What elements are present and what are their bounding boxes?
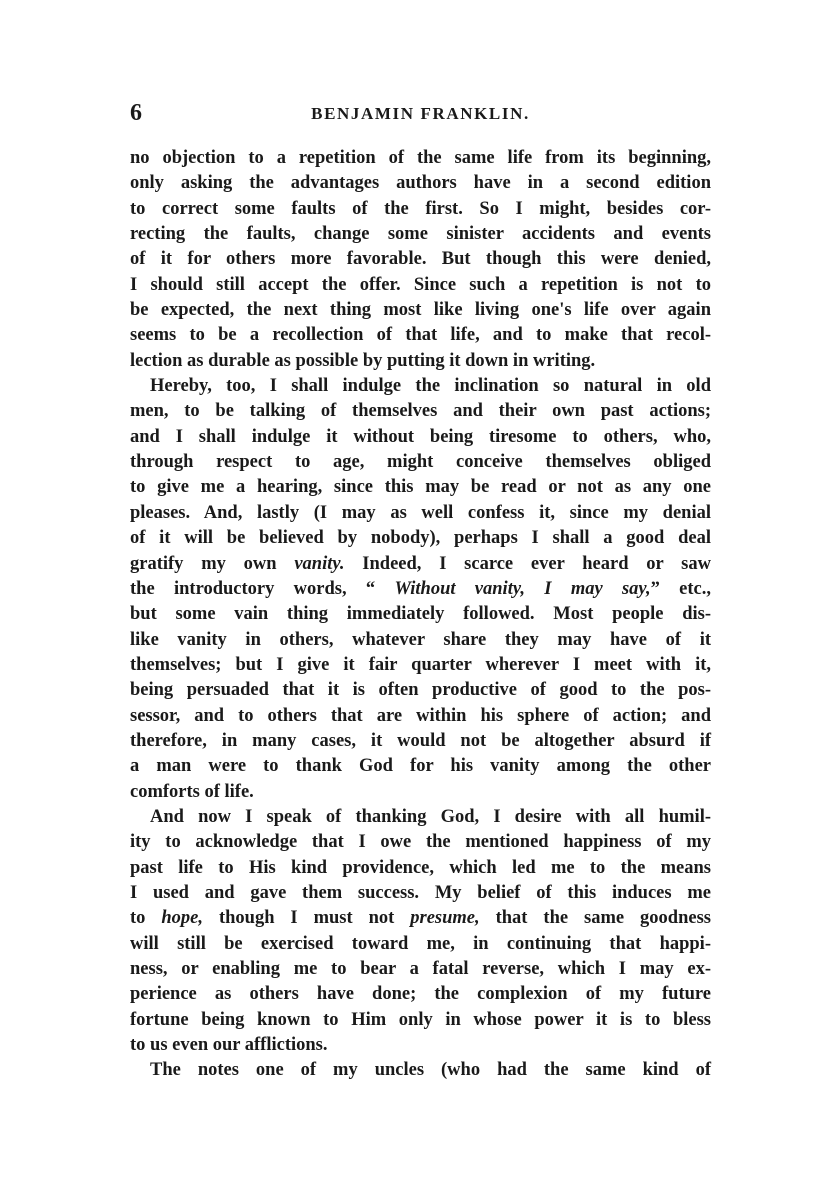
text-line [130, 602, 711, 627]
text-segment: ness, or enabling me to bear a fatal reverse, which I may ex- [130, 959, 711, 979]
text-line [130, 780, 711, 805]
text-line [130, 298, 711, 323]
text-line [130, 475, 711, 500]
text-line [130, 1033, 711, 1058]
text-segment: to give me a hearing, since this may be read or not as any one [130, 477, 711, 498]
text-segment: And now I speak of thanking God, I desire with all humil- [150, 806, 711, 827]
text-segment: ” etc., [650, 578, 711, 599]
text-segment: men, to be talking of themselves and their own past actions; [130, 401, 711, 422]
text-line [130, 678, 711, 703]
text-segment: will still be exercised toward me, in continuing that happi- [130, 933, 711, 954]
text-line [130, 501, 711, 526]
text-segment: and I shall indulge it without being tiresome to others, who, [130, 426, 711, 447]
text-line [130, 222, 711, 247]
text-segment: recting the faults, change some sinister accidents and events [130, 224, 711, 245]
text-segment: perience as others have done; the complexion of my future [130, 984, 711, 1005]
text-segment: to [130, 908, 162, 929]
text-segment: of it will be believed by nobody), perhaps I shall a good deal [130, 528, 711, 549]
text-line [130, 856, 711, 881]
text-line [130, 932, 711, 957]
text-line [130, 957, 711, 982]
body-text [130, 146, 711, 1084]
text-segment: to us even our afflictions. [130, 1035, 328, 1056]
text-line [130, 349, 711, 374]
text-segment: Hereby, too, I shall indulge the inclination so natural in old [150, 376, 711, 397]
text-segment: pleases. And, lastly (I may as well confess it, since my denial [130, 502, 711, 523]
text-line [130, 146, 711, 171]
text-segment: being persuaded that it is often productive of good to the pos- [130, 680, 711, 701]
page-number: 6 [130, 100, 142, 126]
text-line [130, 197, 711, 222]
text-line [130, 729, 711, 754]
text-segment: through respect to age, might conceive themselves obliged [130, 452, 711, 473]
text-segment: I should still accept the offer. Since such a repetition is not to [130, 274, 711, 295]
running-head: BENJAMIN FRANKLIN. [311, 104, 530, 123]
italic-text: presume, [410, 908, 480, 929]
text-segment: past life to His kind providence, which led me to the means [130, 857, 711, 878]
text-segment: comforts of life. [130, 781, 254, 802]
text-segment: only asking the advantages authors have in a second edition [130, 173, 711, 194]
text-line [130, 577, 711, 602]
text-segment: but some vain thing immediately followed. Most people dis- [130, 604, 711, 625]
text-line [130, 323, 711, 348]
text-line [130, 830, 711, 855]
text-line [130, 881, 711, 906]
text-segment: lection as durable as possible by putting it down in writing. [130, 350, 596, 371]
text-line [130, 754, 711, 779]
text-segment: of it for others more favorable. But though this were denied, [130, 249, 711, 270]
text-line [130, 247, 711, 272]
text-line [130, 171, 711, 196]
text-segment: to correct some faults of the first. So I might, besides cor- [130, 198, 711, 219]
text-line [130, 273, 711, 298]
text-segment: therefore, in many cases, it would not be altogether absurd if [130, 730, 711, 751]
text-line [130, 1058, 711, 1083]
text-segment: fortune being known to Him only in whose power it is to bless [130, 1009, 711, 1030]
text-segment: gratify my own [130, 553, 295, 574]
text-line [130, 374, 711, 399]
text-line [130, 628, 711, 653]
text-segment: ity to acknowledge that I owe the mentioned happiness of my [130, 832, 711, 853]
italic-text: Without vanity, I may say, [394, 578, 651, 599]
text-line [130, 653, 711, 678]
text-line [130, 450, 711, 475]
text-line [130, 704, 711, 729]
text-segment: I used and gave them success. My belief of this induces me [130, 882, 711, 903]
text-line [130, 982, 711, 1007]
text-segment: seems to be a recollection of that life, and to make that recol- [130, 325, 711, 346]
text-segment: Indeed, I scarce ever heard or saw [344, 553, 711, 574]
text-line [130, 399, 711, 424]
text-segment: The notes one of my uncles (who had the same kind of [150, 1060, 711, 1081]
text-segment: though I must not [203, 908, 411, 929]
text-line [130, 1008, 711, 1033]
text-segment: like vanity in others, whatever share they may have of it [130, 629, 711, 650]
italic-text: hope, [161, 908, 203, 929]
text-segment: sessor, and to others that are within his sphere of action; and [130, 705, 711, 726]
italic-text: vanity. [294, 553, 345, 574]
text-segment: that the same goodness [479, 908, 711, 929]
text-segment: a man were to thank God for his vanity among the other [130, 756, 711, 777]
text-line [130, 552, 711, 577]
text-segment: the introductory words, “ [130, 578, 395, 599]
text-line [130, 526, 711, 551]
text-segment: no objection to a repetition of the same life from its beginning, [130, 148, 711, 168]
text-segment: themselves; but I give it fair quarter wherever I meet with it, [130, 654, 711, 675]
text-line [130, 805, 711, 830]
text-segment: be expected, the next thing most like living one's life over again [130, 300, 711, 321]
text-line [130, 906, 711, 931]
page-header [130, 100, 711, 130]
text-line [130, 425, 711, 450]
